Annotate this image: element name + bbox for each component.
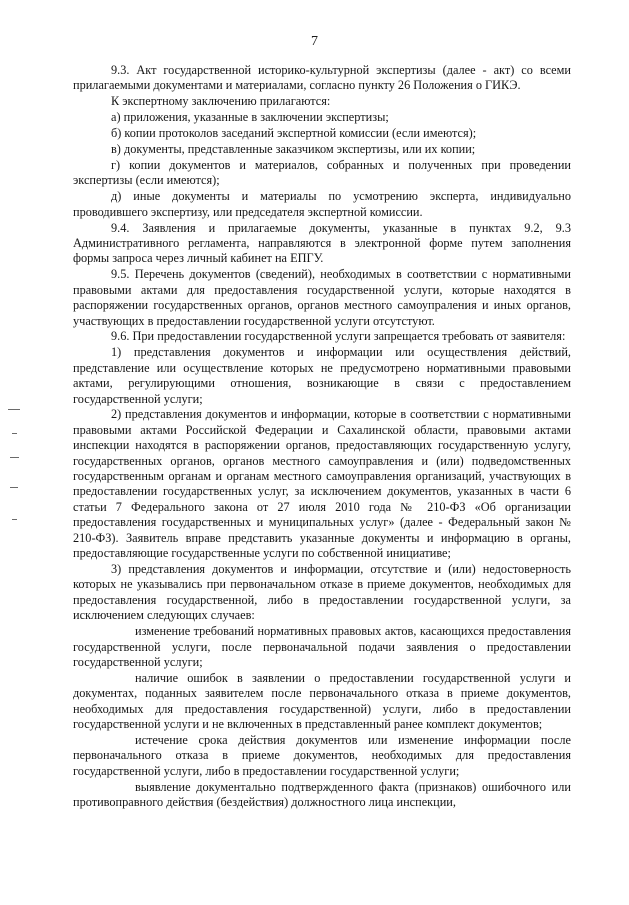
list-item-1: 1) представления документов и информации или осуществления действий, представление или осуществление которых не предусмотрено нормативными правовыми актами, регулирующими отношения, возникающие в связи с предоставлением государственной услуги; [73,345,571,406]
exception-item-4: выявление документально подтвержденного факта (признаков) ошибочного или противоправного действия (бездействия) должностного лица инспекции, [73,779,571,810]
margin-mark [10,487,18,488]
list-item-b: б) копии протоколов заседаний экспертной комиссии (если имеются); [111,126,477,141]
exception-item-3: истечение срока действия документов или изменение информации после первоначального отказа в приеме документов, необходимых для предоставления государственной услуги, либо в предоставлении государственной услуги; [73,732,571,778]
margin-mark [12,433,17,434]
exception-item-2: наличие ошибок в заявлении о предоставлении государственной услуги и документах, поданных заявителем после первоначального отказа в приеме документов, необходимых для предоставления государственной) услуги, либо в предоставлении государственной услуги и не включенных в представленный ранее комплект документов; [73,670,571,732]
margin-mark [8,409,20,410]
list-item-d: д) иные документы и материалы по усмотрению эксперта, индивидуально проводившего экспертизу, или председателя экспертной комиссии. [73,189,571,219]
list-item-a: а) приложения, указанные в заключении экспертизы; [111,110,389,125]
margin-mark [12,519,17,520]
list-item-2: 2) представления документов и информации, которые в соответствии с нормативными правовыми актами Российской Федерации и Сахалинской области, правовыми актами инспекции находятся в распоряжении органов, предоставляющих государственную услугу, государственных органов, органов местного самоуправления и (или) подведомственных государственным органам и органам местного самоуправления организаций, участвующих в предоставлении государственных услуг, за исключением документов, указанных в части 6 статьи 7 Федерального закона от 27 июля 2010 года № 210-ФЗ «Об организации предоставления государственных и муниципальных услуг» (далее - Федеральный закон № 210-ФЗ). Заявитель вправе представить указанные документы и информацию в органы, предоставляющие государственные услуги по собственной инициативе; [73,407,571,561]
list-item-v: в) документы, представленные заказчиком экспертизы, или их копии; [111,142,476,157]
paragraph-9-3: 9.3. Акт государственной историко-культурной экспертизы (далее - акт) со всеми прилагаемыми документами и материалами, согласно пункту 26 Положения о ГИКЭ. [73,63,571,93]
list-item-g: г) копии документов и материалов, собранных и полученных при проведении экспертизы (если имеются); [73,157,571,188]
paragraph-attachments-intro: К экспертному заключению прилагаются: [111,94,331,109]
paragraph-9-5: 9.5. Перечень документов (сведений), необходимых в соответствии с нормативными правовыми актами для предоставления государственной услуги, которые находятся в распоряжении государственных органов, органов местного самоупраления и иных органов, участвующих в предоставлении государственной услуги отсутстуют. [73,267,571,328]
margin-mark [10,457,19,458]
paragraph-9-4: 9.4. Заявления и прилагаемые документы, указанные в пунктах 9.2, 9.3 Административного регламента, направляются в электронной форме путем заполнения формы запроса через личный кабинет на ЕПГУ. [73,220,571,266]
page-number: 7 [311,34,318,49]
list-item-3: 3) представления документов и информации, отсутствие и (или) недостоверность которых не указывались при первоначальном отказе в приеме документов, необходимых для предоставления государственной, либо в предоставлении государственной услуги, за исключением следующих случаев: [73,562,571,623]
paragraph-9-6: 9.6. При предоставлении государственной услуги запрещается требовать от заявителя: [111,329,566,344]
exception-item-1: изменение требований нормативных правовых актов, касающихся предоставления государственной услуги, после первоначальной подачи заявления о предоставлении государственной услуги; [73,624,571,669]
document-body [73,63,571,811]
